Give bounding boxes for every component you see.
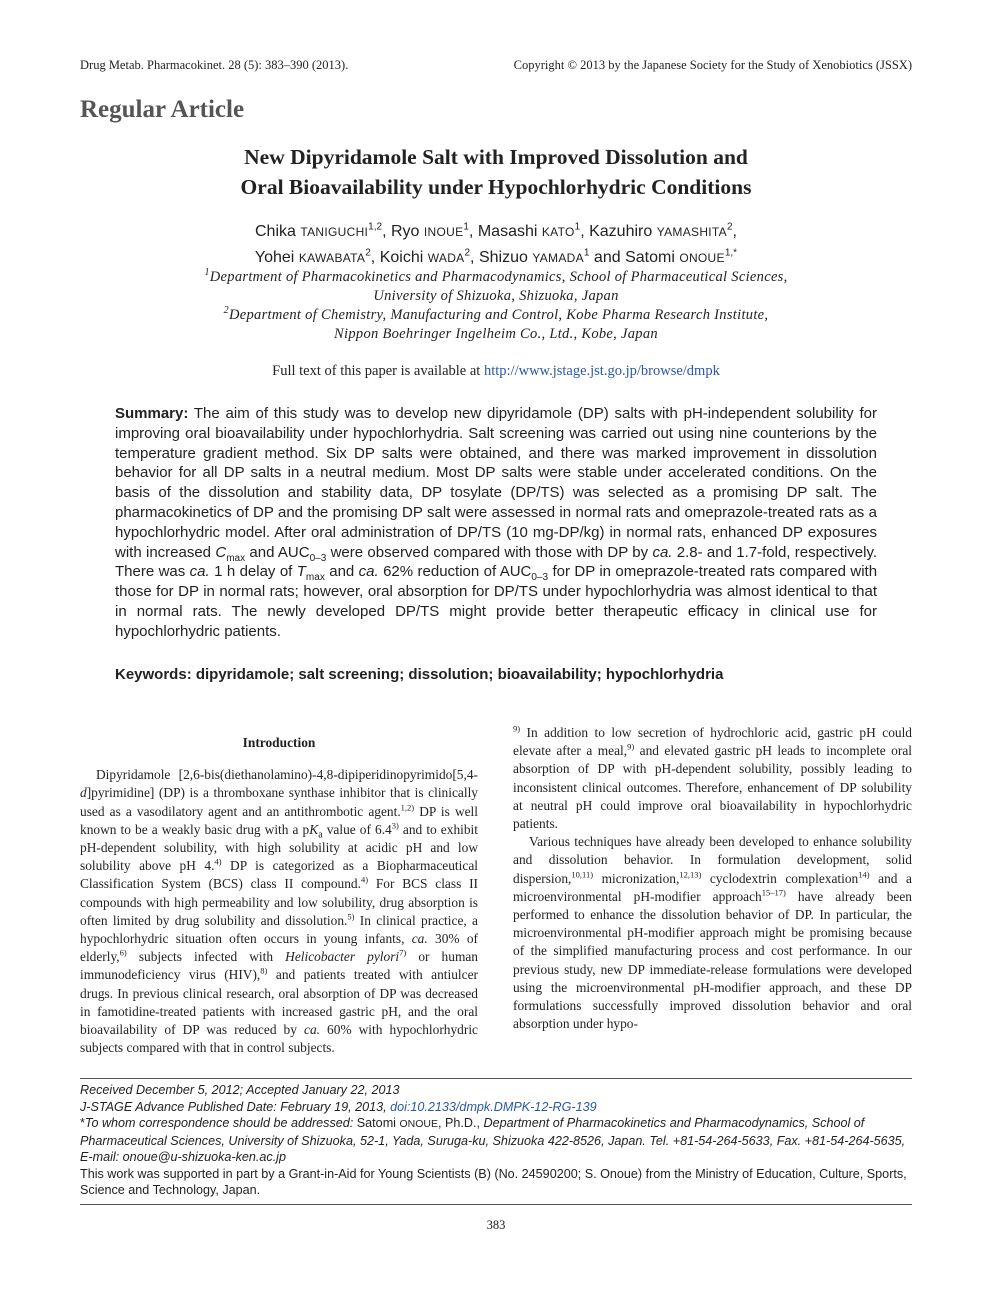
author-line-2: Yohei KAWABATA$^2$, Koichi WADA$^2$, Shizuo YAMADA$^1$ and Satomi $ONOUE^{1,*}$ bbox=[254, 247, 738, 266]
footnote-divider bbox=[80, 1078, 912, 1079]
author: Masashi KATO$^1$ bbox=[477, 221, 581, 240]
intro-paragraph-1: Dipyridamole [2,6-bis(diethanolamino)-4,8-dipiperidinopyrimido[5,4-d]pyrimidine] (DP) is a thromboxane synthase inhibitor that is clinically used as a vasodilatory agent and an antithrombotic agent.$^{1,2)}$ DP is well known to be a weakly basic drug with a $pK_a$ value of 6.4$^{3)}$ and to exhibit pH-dependent solubility, with high solubility at acidic pH and low solubility above pH 4.$^{4)}$ DP is categorized as a Biopharmaceutical Classification System (BCS) class II compound.$^{4)}$ For BCS class II compounds with high permeability and low solubility, drug absorption is often limited by drug solubility and dissolution.$^{5)}$ In clinical practice, a hypochlorhydric situation often occurs in young infants, ca. 30% of elderly,$^{6)}$ subjects infected with Helicobacter pylori$^{7)}$ or human immunodeficiency virus (HIV),$^{8)}$ and patients treated with antiulcer drugs. In previous clinical research, oral absorption of DP was decreased in famotidine-treated patients with increased gastric pH, and the oral bioavailability of DP was reduced by ca. 60% with hypochlorhydric subjects compared with that in control subjects. bbox=[80, 767, 478, 1056]
affiliation-2-line-2: Nippon Boehringer Ingelheim Co., Ltd., Kobe, Japan bbox=[334, 326, 658, 342]
doi-link[interactable]: doi:10.2133/dmpk.DMPK-12-RG-139 bbox=[390, 1099, 597, 1114]
intro-paragraph-1-continued: $^{9)}$ In addition to low secretion of hydrochloric acid, gastric pH could elevate after a meal,$^{9)}$ and elevated gastric pH leads to incomplete oral absorption of DP with pH-dependent solubility, possibly leading to inconsistent clinical outcomes. Therefore, enhancement of DP solubility at neutral pH could improve oral bioavailability in hypochlorhydric patients. bbox=[513, 723, 912, 832]
author-list bbox=[80, 219, 912, 271]
journal-citation: Drug Metab. Pharmacokinet. 28 (5): 383–390 (2013). bbox=[80, 58, 349, 72]
received-dates: Received December 5, 2012; Accepted January 22, 2013 bbox=[80, 1083, 400, 1097]
page-number: 383 bbox=[486, 1218, 506, 1232]
paper-title bbox=[80, 142, 912, 202]
affiliations bbox=[80, 268, 912, 344]
affiliation-1-line-2: University of Shizuoka, Shizuoka, Japan bbox=[373, 288, 619, 304]
author: Chika TANIGUCHI$^{1,2}$ bbox=[255, 221, 383, 240]
author-connector: and bbox=[593, 249, 621, 266]
author: Kazuhiro YAMASHITA$^2$ bbox=[589, 221, 733, 240]
correspondence: *To whom correspondence should be addressed: Satomi ONOUE, Ph.D., Department of Pharmacokinetics and Pharmacodynamics, School of Pharmaceutical Sciences, University of Shizuoka, 52-1, Yada, Suruga-ku, Shizuoka 422-8526, Japan. Tel. +81-54-264-5633, Fax. +81-54-264-5635, E-mail: onoue@u-shizuoka-ken.ac.jp bbox=[80, 1116, 906, 1164]
abstract-label: Summary: bbox=[115, 405, 189, 422]
page-bottom-rule bbox=[80, 1204, 912, 1205]
author: Ryo INOUE$^1$ bbox=[390, 221, 469, 240]
article-type: Regular Article bbox=[80, 96, 245, 123]
affiliation-2: $^2$Department of Chemistry, Manufacturing and Control, Kobe Pharma Research Institute, bbox=[223, 305, 769, 323]
body-column-left bbox=[80, 722, 478, 1057]
abstract: Summary: The aim of this study was to develop new dipyridamole (DP) salts with pH-independent solubility for improving oral bioavailability under hypochlorhydria. Salt screening was carried out using nine counterions by the temperature gradient method. Six DP salts were obtained, and there was marked improvement in dissolution behavior for all DP salts in a neutral medium. Most DP salts were stable under accelerated conditions. On the basis of the dissolution and stability data, DP tosylate (DP/TS) was selected as a promising DP salt. The pharmacokinetics of DP and the promising DP salt were assessed in normal rats and omeprazole-treated rats as a hypochlorhydric model. After oral administration of DP/TS (10 mg-DP/kg) in normal rats, enhanced DP exposures with increased $C_{max}$ and $AUC_{0-3}$ were observed compared with those with DP by ca. 2.8- and 1.7-fold, respectively. There was ca. 1 h delay of $T_{max}$ and ca. 62% reduction of $AUC_{0-3}$ for DP in omeprazole-treated rats compared with those for DP in normal rats; however, oral absorption for DP/TS under hypochlorhydria was almost identical to that in normal rats. The newly developed DP/TS might provide better therapeutic efficacy in clinical use for hypochlorhydric patients. bbox=[115, 405, 878, 640]
footnotes bbox=[80, 1082, 912, 1199]
keywords: Keywords: dipyridamole; salt screening; dissolution; bioavailability; hypochlorhydria bbox=[115, 666, 724, 683]
section-heading-introduction: Introduction bbox=[242, 735, 316, 750]
intro-paragraph-2: Various techniques have already been developed to enhance solubility and dissolution behavior. In formulation development, solid dispersion,$^{10,11)}$ micronization,$^{12,13)}$ cyclodextrin complexation$^{14)}$ and a microenvironmental pH-modifier approach$^{15-17)}$ have already been performed to enhance the dissolution behavior of DP. In particular, the microenvironmental pH-modifier approach might be promising because of the simplified manufacturing process and cost performance. In our previous study, new DP immediate-release formulations were developed using the microenvironmental pH-modifier approach, and these DP formulations successfully improved dissolution behavior and oral absorption under hypo- bbox=[513, 834, 913, 1032]
funding-statement: This work was supported in part by a Grant-in-Aid for Young Scientists (B) (No. 24590200; S. Onoue) from the Ministry of Education, Culture, Sports, Science and Technology, Japan. bbox=[80, 1166, 907, 1197]
fulltext-link[interactable]: http://www.jstage.jst.go.jp/browse/dmpk bbox=[483, 363, 720, 379]
title-line-1: New Dipyridamole Salt with Improved Dissolution and bbox=[244, 145, 748, 169]
author-line-1: Chika TANIGUCHI$^{1,2}$, Ryo INOUE$^1$, Masashi KATO$^1$, Kazuhiro YAMASHITA$^2$, bbox=[255, 221, 737, 240]
copyright-notice: Copyright © 2013 by the Japanese Society for the Study of Xenobiotics (JSSX) bbox=[513, 58, 912, 72]
body-column-right bbox=[513, 724, 912, 1033]
fulltext-notice: Full text of this paper is available at http://www.jstage.jst.go.jp/browse/dmpk bbox=[272, 363, 720, 379]
title-line-2: Oral Bioavailability under Hypochlorhydric Conditions bbox=[240, 175, 752, 199]
jstage-publication: J-STAGE Advance Published Date: February 19, 2013, doi:10.2133/dmpk.DMPK-12-RG-139 bbox=[80, 1099, 597, 1114]
author: Satomi $ONOUE^{1,*}$ bbox=[625, 247, 738, 266]
author: Yohei KAWABATA$^2$ bbox=[254, 247, 371, 266]
author: Koichi WADA$^2$ bbox=[379, 247, 471, 266]
affiliation-1: $^1$Department of Pharmacokinetics and Pharmacodynamics, School of Pharmaceutical Sciences, bbox=[204, 267, 788, 285]
author: Shizuo YAMADA$^1$ bbox=[478, 247, 590, 266]
